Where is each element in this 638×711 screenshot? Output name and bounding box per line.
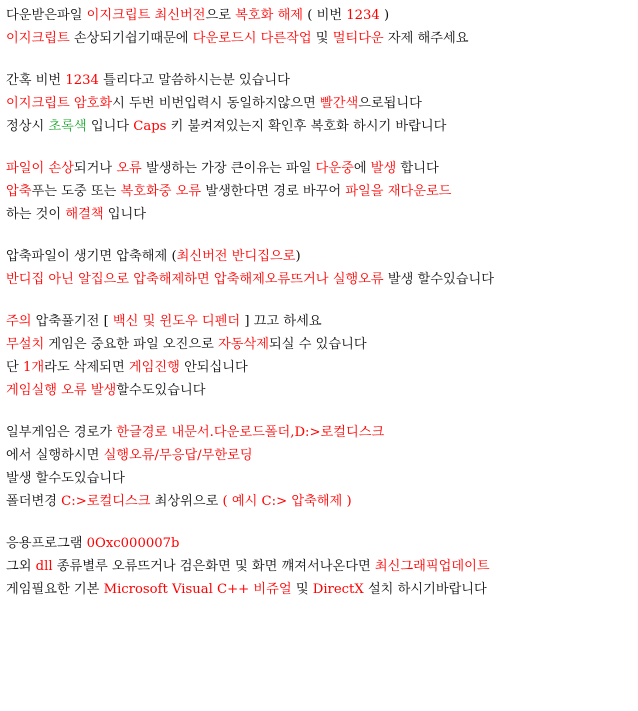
highlight-red-text: 파일이 손상 <box>6 161 74 176</box>
highlight-red-text: 이지크립트 <box>6 31 70 46</box>
text-line <box>6 421 632 444</box>
highlight-red-text: 1234 <box>346 8 380 23</box>
highlight-red-text: 빨간색 <box>319 96 359 111</box>
text-line <box>6 4 632 27</box>
highlight-red-text: 오류 <box>116 161 142 176</box>
highlight-red-text: 게임실행 오류 발생 <box>6 383 117 398</box>
plain-text: 키 불켜져있는지 확인후 복호화 하시기 바랍니다 <box>166 119 447 134</box>
text-line <box>6 157 632 180</box>
highlight-red-text: 게임진행 <box>128 360 180 375</box>
highlight-red-text: 압축 <box>6 184 32 199</box>
text-line <box>6 27 632 50</box>
plain-text: 최상위으로 <box>150 494 223 509</box>
highlight-red-text: 이지크립트 암호화 <box>6 96 113 111</box>
text-line <box>6 555 632 578</box>
plain-text: 으로됩니다 <box>358 96 422 111</box>
highlight-red-text: 최신그래픽업데이트 <box>374 559 490 574</box>
highlight-red-text: 복호화중 오류 <box>120 184 202 199</box>
plain-text: 되거나 <box>73 161 117 176</box>
text-line <box>6 444 632 467</box>
notice-paragraph <box>6 421 632 513</box>
paragraph-gap <box>6 402 632 421</box>
highlight-red-text: 해결책 <box>65 207 104 222</box>
paragraph-gap <box>6 291 632 310</box>
highlight-red-text: 멀티다운 <box>332 31 384 46</box>
highlight-green-text: 초록색 <box>48 119 87 134</box>
plain-text: 발생하는 가장 큰이유는 파일 <box>141 161 316 176</box>
text-line <box>6 92 632 115</box>
text-line <box>6 333 632 356</box>
plain-text: 종류별루 오류뜨거나 검은화면 및 화면 꺠져서나온다면 <box>52 559 375 574</box>
highlight-red-text: 한글경로 내문서.다운로드폴더,D:>로컬디스크 <box>116 425 385 440</box>
text-line <box>6 490 632 513</box>
plain-text: 발생 할수도있습니다 <box>6 471 125 486</box>
paragraph-gap <box>6 513 632 532</box>
plain-text: ] 끄고 하세요 <box>240 314 322 329</box>
notice-paragraph <box>6 310 632 402</box>
plain-text: 라도 삭제되면 <box>44 360 129 375</box>
notice-paragraph <box>6 69 632 138</box>
highlight-red-text: ( 예시 C:> 압축해제 ) <box>222 494 352 509</box>
plain-text: 폴더변경 <box>6 494 62 509</box>
highlight-red-text: Caps <box>133 119 167 134</box>
plain-text: 압축파일이 생기면 압축해제 ( <box>6 249 177 264</box>
plain-text: 단 <box>6 360 23 375</box>
highlight-red-text: 무설치 <box>6 337 45 352</box>
plain-text: 푸는 도중 또는 <box>31 184 121 199</box>
text-line <box>6 379 632 402</box>
highlight-red-text: C:>로컬디스크 <box>61 494 151 509</box>
highlight-red-text: 발생 <box>370 161 397 176</box>
notice-paragraph <box>6 4 632 50</box>
plain-text: 일부게임은 경로가 <box>6 425 117 440</box>
text-line <box>6 356 632 379</box>
highlight-red-text: DirectX <box>312 582 364 597</box>
plain-text: ( 비번 <box>303 8 347 23</box>
plain-text: 할수도있습니다 <box>116 383 206 398</box>
highlight-red-text: 1234 <box>65 73 99 88</box>
highlight-red-text: 자동삭제 <box>218 337 270 352</box>
highlight-red-text: 다운중 <box>315 161 354 176</box>
highlight-red-text: dll <box>35 559 53 574</box>
plain-text: 게임필요한 기본 <box>6 582 104 597</box>
highlight-red-text: 백신 및 윈도우 디펜더 <box>112 314 241 329</box>
notice-paragraph <box>6 532 632 601</box>
plain-text: 에서 실행하시면 <box>6 448 104 463</box>
plain-text: 발생 할수있습니다 <box>383 272 494 287</box>
plain-text: 및 <box>291 582 313 597</box>
plain-text: 간혹 비번 <box>6 73 66 88</box>
plain-text: 틀리다고 말씀하시는분 있습니다 <box>98 73 290 88</box>
plain-text: 안되십니다 <box>179 360 248 375</box>
plain-text: ) <box>295 249 301 264</box>
plain-text: 손상되기쉽기때문에 <box>69 31 193 46</box>
highlight-red-text: 반디집 아닌 알집으로 압축해제하면 압축해제오류뜨거나 실행오류 <box>6 272 384 287</box>
plain-text: 입니다 <box>103 207 146 222</box>
highlight-red-text: Microsoft Visual C++ 비쥬얼 <box>103 582 292 597</box>
paragraph-gap <box>6 50 632 69</box>
plain-text: 게임은 중요한 파일 오진으로 <box>44 337 219 352</box>
text-line <box>6 203 632 226</box>
highlight-red-text: 최신버전 반디집으로 <box>176 249 296 264</box>
highlight-red-text: 실행오류/무응답/무한로딩 <box>103 448 253 463</box>
notice-paragraph <box>6 157 632 226</box>
highlight-red-text: 주의 <box>6 314 32 329</box>
plain-text: 및 <box>311 31 333 46</box>
plain-text: 되실 수 있습니다 <box>269 337 367 352</box>
plain-text: 하는 것이 <box>6 207 66 222</box>
plain-text: 그외 <box>6 559 36 574</box>
plain-text: 압축풀기전 [ <box>31 314 113 329</box>
plain-text: 설치 하시기바랍니다 <box>363 582 487 597</box>
highlight-red-text: 이지크립트 최신버전 <box>86 8 206 23</box>
highlight-red-text: 파일을 재다운로드 <box>345 184 452 199</box>
highlight-red-text: 0Oxc000007b <box>86 536 180 551</box>
notice-paragraph <box>6 245 632 291</box>
plain-text: ) <box>379 8 390 23</box>
highlight-red-text: 복호화 해제 <box>235 8 304 23</box>
text-line <box>6 310 632 333</box>
text-line <box>6 578 632 601</box>
paragraph-gap <box>6 226 632 245</box>
paragraph-gap <box>6 138 632 157</box>
plain-text: 응용프로그램 <box>6 536 87 551</box>
plain-text: 자제 해주세요 <box>383 31 469 46</box>
text-line <box>6 180 632 203</box>
plain-text: 정상시 <box>6 119 49 134</box>
text-line <box>6 268 632 291</box>
plain-text: 으로 <box>205 8 236 23</box>
highlight-red-text: 다운로드시 다른작업 <box>192 31 312 46</box>
text-line <box>6 532 632 555</box>
text-line <box>6 69 632 92</box>
text-line <box>6 115 632 138</box>
plain-text: 입니다 <box>86 119 134 134</box>
text-line <box>6 467 632 490</box>
plain-text: 시 두번 비번입력시 동일하지않으면 <box>112 96 320 111</box>
plain-text: 에 <box>353 161 371 176</box>
highlight-red-text: 1개 <box>22 360 45 375</box>
plain-text: 다운받은파일 <box>6 8 87 23</box>
plain-text: 합니다 <box>396 161 439 176</box>
text-line <box>6 245 632 268</box>
plain-text: 발생한다면 경로 바꾸어 <box>201 184 346 199</box>
